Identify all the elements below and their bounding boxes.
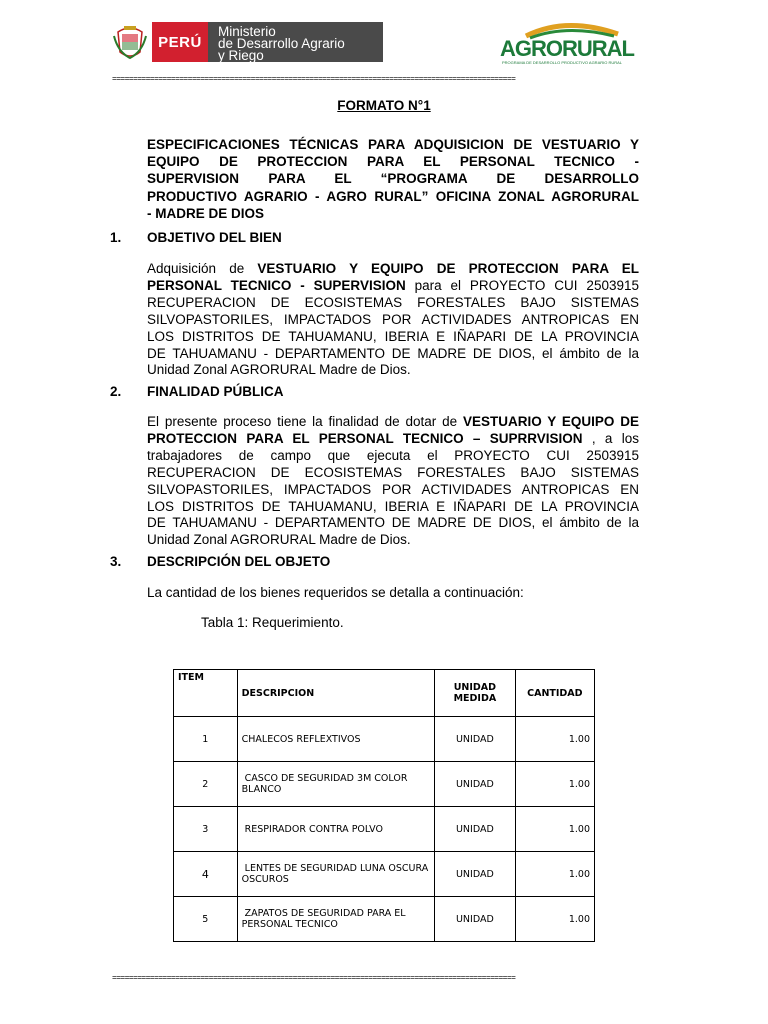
table-row (174, 762, 595, 807)
cell-item: 2 (174, 762, 238, 807)
section-title-finalidad: FINALIDAD PÚBLICA (147, 384, 284, 399)
peru-coat-of-arms-icon (110, 22, 150, 62)
peru-label: PERÚ (152, 22, 208, 62)
cell-unidad: UNIDAD (435, 762, 516, 807)
header-unidad-medida: UNIDAD MEDIDA (435, 670, 516, 717)
para-line: Unidad Zonal AGRORURAL Madre de Dios. (147, 362, 411, 378)
cell-item: 5 (174, 897, 238, 942)
para-line: SILVOPASTORILES, IMPACTADOS POR ACTIVIDADES ANTROPICAS EN (147, 311, 639, 327)
cell-unidad: UNIDAD (435, 807, 516, 852)
cell-cantidad: 1.00 (515, 852, 594, 897)
heading-line: ESPECIFICACIONES TÉCNICAS PARA ADQUISICION DE VESTUARIO Y (147, 137, 639, 152)
document-heading (147, 136, 639, 222)
para-text: Adquisición de (147, 261, 258, 276)
cell-cantidad: 1.00 (515, 807, 594, 852)
table-row (174, 807, 595, 852)
heading-line: - MADRE DE DIOS (147, 205, 265, 221)
section-number: 3. (110, 554, 122, 569)
section-title-objetivo: OBJETIVO DEL BIEN (147, 230, 282, 245)
para-line: LOS DISTRITOS DE TAHUAMANU, IBERIA E IÑAPARI DE LA PROVINCIA (147, 328, 639, 344)
section-number: 2. (110, 384, 122, 399)
table-row (174, 852, 595, 897)
cell-unidad: UNIDAD (435, 717, 516, 762)
requirements-table (173, 669, 595, 942)
cell-cantidad: 1.00 (515, 897, 594, 942)
para-line: DE TAHUAMANU - DEPARTAMENTO DE MADRE DE DIOS, el ámbito de la (147, 515, 639, 531)
cell-descripcion: LENTES DE SEGURIDAD LUNA OSCURA OSCUROS (237, 852, 434, 897)
header-cantidad: CANTIDAD (515, 670, 594, 717)
cell-item: 1 (174, 717, 238, 762)
para-bold-text: PERSONAL TECNICO - SUPERVISION (147, 277, 406, 293)
cell-descripcion: CASCO DE SEGURIDAD 3M COLOR BLANCO (237, 762, 434, 807)
para-line: LOS DISTRITOS DE TAHUAMANU, IBERIA E IÑAPARI DE LA PROVINCIA (147, 498, 639, 514)
ministry-line: y Riego (218, 48, 264, 63)
cell-descripcion: RESPIRADOR CONTRA POLVO (237, 807, 434, 852)
cell-descripcion: CHALECOS REFLEXTIVOS (237, 717, 434, 762)
cell-unidad: UNIDAD (435, 897, 516, 942)
heading-line: EQUIPO DE PROTECCION PARA EL PERSONAL TECNICO - (147, 154, 639, 170)
ministry-label (208, 22, 383, 62)
para-line: SILVOPASTORILES, IMPACTADOS POR ACTIVIDADES ANTROPICAS EN (147, 481, 639, 497)
header-item: ITEM (174, 670, 238, 717)
separator-bottom: ================================================================================================ (112, 975, 516, 983)
section-title-descripcion: DESCRIPCIÓN DEL OBJETO (147, 554, 331, 569)
para-text: El presente proceso tiene la finalidad de dotar de (147, 414, 463, 429)
separator-top: ================================================================================================ (112, 76, 516, 84)
para-line: RECUPERACION DE ECOSISTEMAS FORESTALES BAJO SISTEMAS (147, 294, 639, 310)
para-bold-text: VESTUARIO Y EQUIPO DE (462, 414, 639, 429)
section-number: 1. (110, 230, 122, 245)
table-header-row (174, 670, 595, 717)
para-text: para el PROYECTO CUI 2503915 (405, 277, 639, 293)
cell-item: 3 (174, 807, 238, 852)
ministry-line: Ministerio (218, 24, 276, 39)
objetivo-paragraph (147, 261, 639, 379)
para-text: , a los (582, 430, 639, 446)
table-row (174, 717, 595, 762)
heading-line: PRODUCTIVO AGRARIO - AGRO RURAL” OFICINA ZONAL AGRORURAL (147, 188, 639, 204)
table-row (174, 897, 595, 942)
ministry-line: de Desarrollo Agrario (218, 36, 345, 51)
descripcion-intro: La cantidad de los bienes requeridos se detalla a continuación: (147, 585, 524, 600)
cell-unidad: UNIDAD (435, 852, 516, 897)
agro-logo-text: AGRORURAL (500, 36, 634, 61)
para-bold-text: PROTECCION PARA EL PERSONAL TECNICO – SUPRRVISION (147, 430, 583, 446)
heading-line: SUPERVISION PARA EL “PROGRAMA DE DESARROLLO (147, 171, 639, 187)
header-descripcion: DESCRIPCION (237, 670, 434, 717)
finalidad-paragraph (147, 414, 639, 549)
agro-logo-subtext: PROGRAMA DE DESARROLLO PRODUCTIVO AGRARIO RURAL (502, 60, 623, 65)
cell-item: 4 (174, 852, 238, 897)
agrorural-logo (496, 20, 636, 68)
cell-cantidad: 1.00 (515, 717, 594, 762)
para-line: Unidad Zonal AGRORURAL Madre de Dios. (147, 532, 411, 548)
cell-cantidad: 1.00 (515, 762, 594, 807)
para-line: DE TAHUAMANU - DEPARTAMENTO DE MADRE DE DIOS, el ámbito de la (147, 345, 639, 361)
table-caption: Tabla 1: Requerimiento. (201, 615, 344, 630)
para-bold-text: VESTUARIO Y EQUIPO DE PROTECCION PARA EL (257, 261, 639, 276)
cell-descripcion: ZAPATOS DE SEGURIDAD PARA EL PERSONAL TECNICO (237, 897, 434, 942)
para-line: trabajadores de campo que ejecuta el PROYECTO CUI 2503915 (147, 447, 639, 463)
page-title: FORMATO N°1 (337, 98, 431, 113)
para-line: RECUPERACION DE ECOSISTEMAS FORESTALES BAJO SISTEMAS (147, 464, 639, 480)
